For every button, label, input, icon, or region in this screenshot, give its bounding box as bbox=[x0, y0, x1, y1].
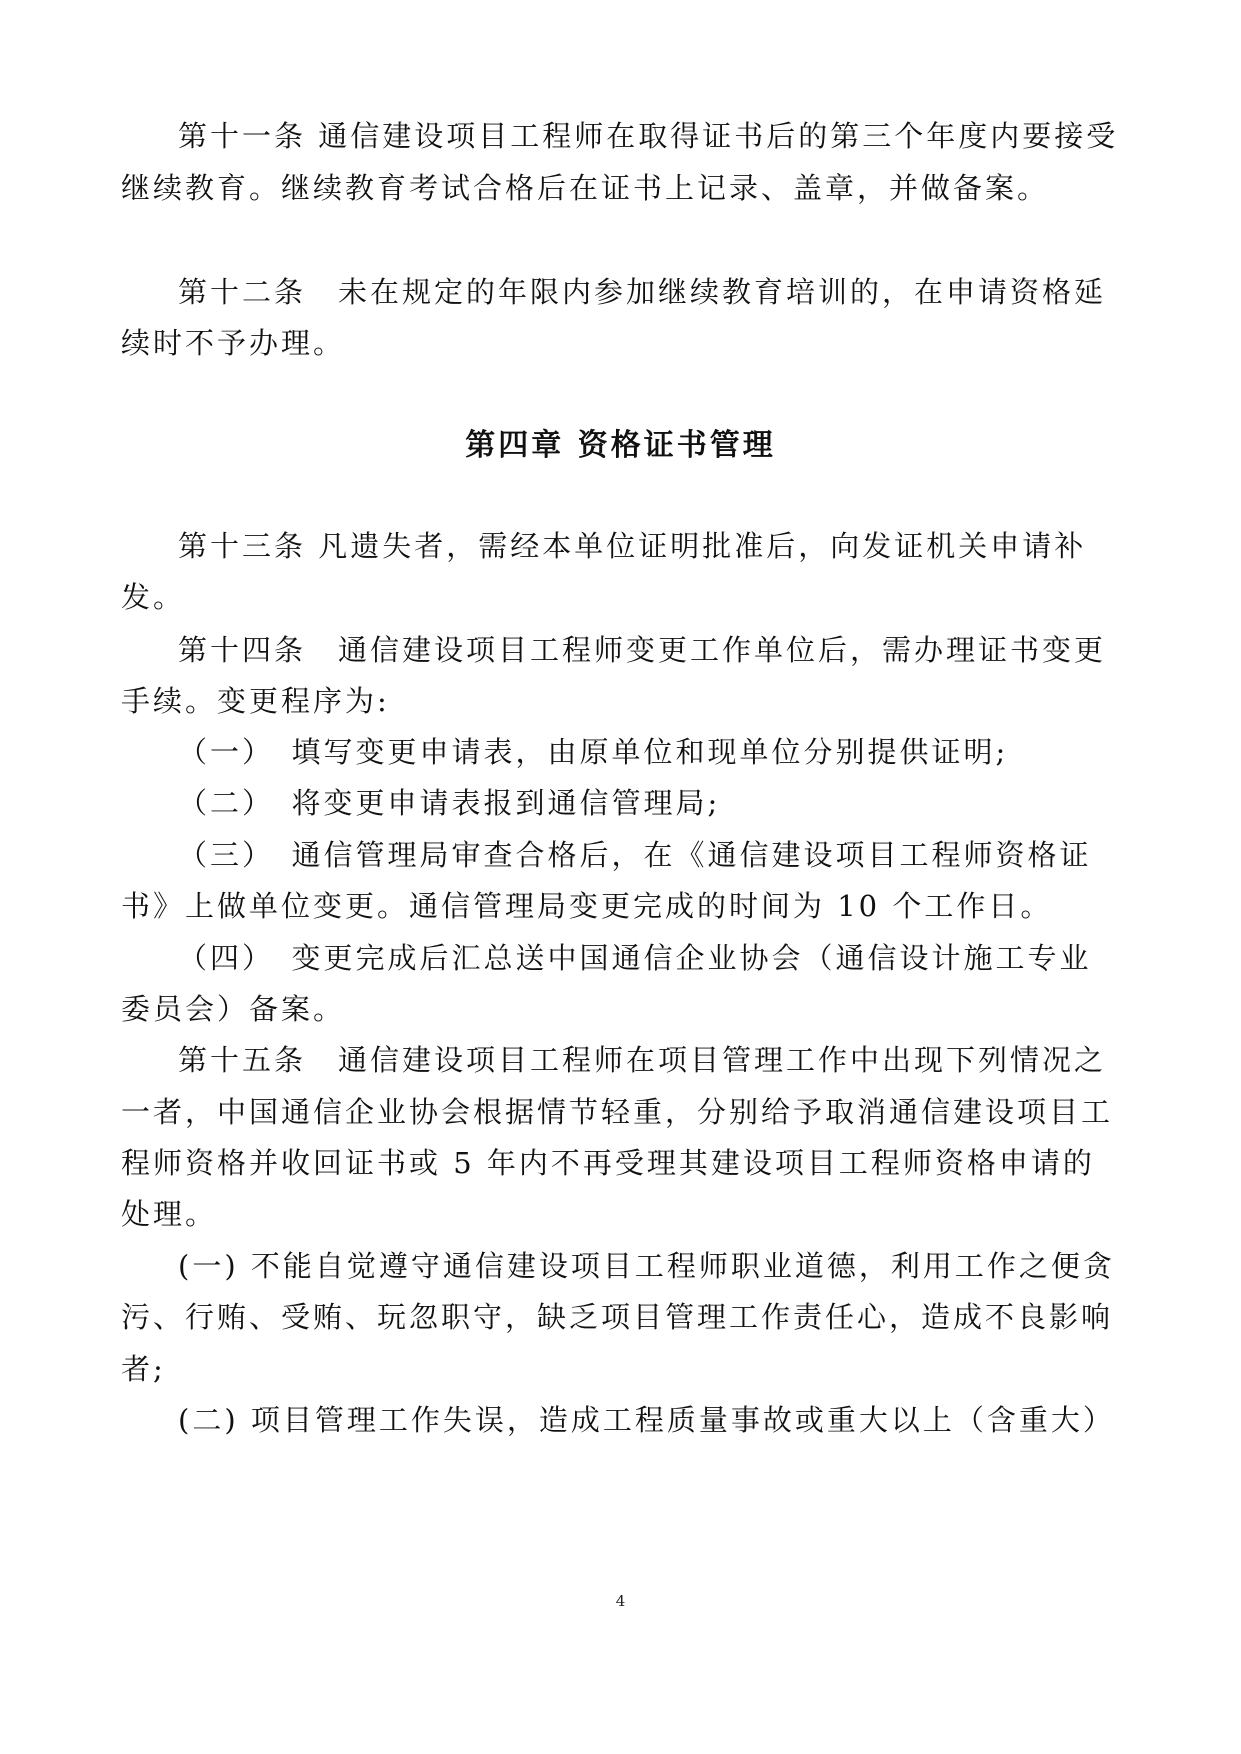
procedure-step-4-line-1: （四） 变更完成后汇总送中国通信企业协会（通信设计施工专业 bbox=[178, 941, 1092, 975]
item-1-line-2: 污、行贿、受贿、玩忽职守，缺乏项目管理工作责任心，造成不良影响 bbox=[121, 1300, 1114, 1334]
article-15-line-1: 第十五条 通信建设项目工程师在项目管理工作中出现下列情况之 bbox=[178, 1043, 1107, 1077]
item-1-line-1: (一) 不能自觉遵守通信建设项目工程师职业道德，利用工作之便贪 bbox=[178, 1249, 1115, 1283]
article-14-line-1: 第十四条 通信建设项目工程师变更工作单位后，需办理证书变更 bbox=[178, 633, 1107, 667]
article-11-line-2: 继续教育。继续教育考试合格后在证书上记录、盖章，并做备案。 bbox=[121, 171, 1050, 205]
procedure-step-4-line-2: 委员会）备案。 bbox=[121, 992, 346, 1026]
procedure-step-3-line-2: 书》上做单位变更。通信管理局变更完成的时间为 10 个工作日。 bbox=[121, 889, 1053, 923]
procedure-step-1: （一） 填写变更申请表，由原单位和现单位分别提供证明; bbox=[178, 735, 1009, 769]
procedure-step-2: （二） 将变更申请表报到通信管理局; bbox=[178, 786, 721, 820]
article-14-line-2: 手续。变更程序为: bbox=[121, 684, 390, 718]
article-15-line-3: 程师资格并收回证书或 5 年内不再受理其建设项目工程师资格申请的 bbox=[121, 1146, 1095, 1180]
article-15-line-2: 一者，中国通信企业协会根据情节轻重，分别给予取消通信建设项目工 bbox=[121, 1095, 1114, 1129]
article-12-line-2: 续时不予办理。 bbox=[121, 326, 346, 360]
chapter-title: 第四章 资格证书管理 bbox=[465, 428, 776, 463]
item-1-line-3: 者; bbox=[121, 1352, 166, 1386]
item-2-line-1: (二) 项目管理工作失误，造成工程质量事故或重大以上（含重大） bbox=[178, 1403, 1115, 1437]
article-13-line-2: 发。 bbox=[121, 580, 186, 614]
article-11-line-1: 第十一条 通信建设项目工程师在取得证书后的第三个年度内要接受 bbox=[178, 119, 1119, 153]
procedure-step-3-line-1: （三） 通信管理局审查合格后，在《通信建设项目工程师资格证 bbox=[178, 838, 1092, 872]
article-15-line-4: 处理。 bbox=[121, 1197, 218, 1231]
article-12-line-1: 第十二条 未在规定的年限内参加继续教育培训的，在申请资格延 bbox=[178, 275, 1107, 309]
page-number: 4 bbox=[615, 1592, 626, 1610]
article-13-line-1: 第十三条 凡遗失者，需经本单位证明批准后，向发证机关申请补 bbox=[178, 529, 1087, 563]
